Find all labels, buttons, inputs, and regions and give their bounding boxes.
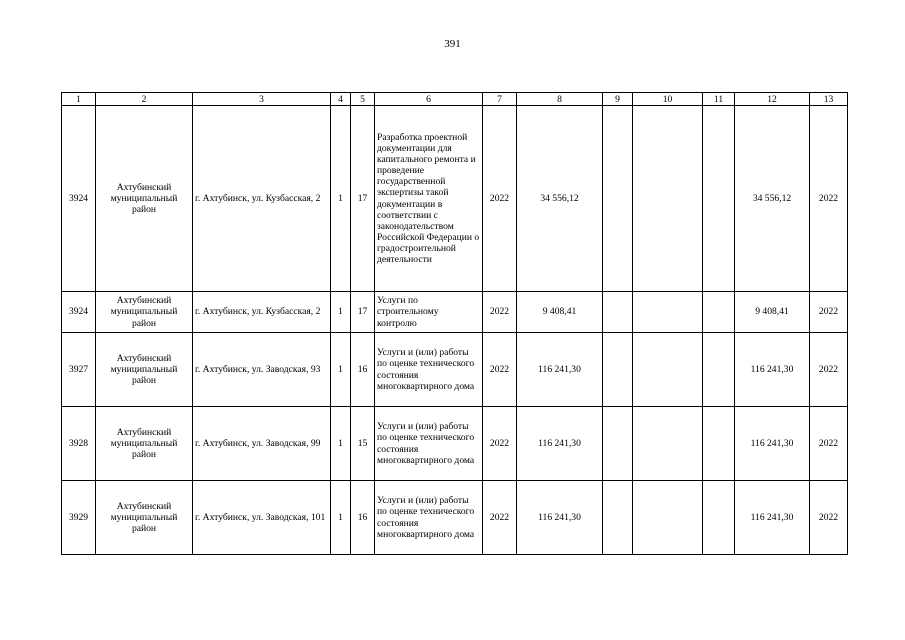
cost-cell: 116 241,30 bbox=[517, 333, 603, 407]
row-id-cell: 3924 bbox=[62, 106, 96, 292]
municipality-cell: Ахтубинский муниципальный район bbox=[96, 407, 193, 481]
col5-cell: 17 bbox=[351, 292, 375, 333]
col9-cell bbox=[603, 481, 633, 555]
column-header: 4 bbox=[331, 93, 351, 106]
col12-cell: 34 556,12 bbox=[735, 106, 810, 292]
address-cell: г. Ахтубинск, ул. Заводская, 93 bbox=[193, 333, 331, 407]
col11-cell bbox=[703, 292, 735, 333]
col11-cell bbox=[703, 106, 735, 292]
col11-cell bbox=[703, 481, 735, 555]
col10-cell bbox=[633, 481, 703, 555]
work-type-cell: Услуги и (или) работы по оценке технического состояния многоквартирного дома bbox=[375, 333, 483, 407]
col13-cell: 2022 bbox=[810, 481, 848, 555]
work-type-cell: Разработка проектной документации для капитального ремонта и проведение государственной экспертизы такой документации в соответствии с законодательством Российской Федерации о градостроительной деятельности bbox=[375, 106, 483, 292]
col12-cell: 116 241,30 bbox=[735, 407, 810, 481]
col5-cell: 16 bbox=[351, 481, 375, 555]
col11-cell bbox=[703, 407, 735, 481]
column-header: 13 bbox=[810, 93, 848, 106]
cost-cell: 116 241,30 bbox=[517, 481, 603, 555]
column-number-row bbox=[62, 93, 848, 106]
col12-cell: 116 241,30 bbox=[735, 333, 810, 407]
work-type-cell: Услуги и (или) работы по оценке технического состояния многоквартирного дома bbox=[375, 481, 483, 555]
table-row bbox=[62, 106, 848, 292]
work-type-cell: Услуги и (или) работы по оценке технического состояния многоквартирного дома bbox=[375, 407, 483, 481]
register-table bbox=[61, 92, 848, 555]
column-header: 1 bbox=[62, 93, 96, 106]
col4-cell: 1 bbox=[331, 292, 351, 333]
cost-cell: 9 408,41 bbox=[517, 292, 603, 333]
column-header: 7 bbox=[483, 93, 517, 106]
col12-cell: 9 408,41 bbox=[735, 292, 810, 333]
column-header: 5 bbox=[351, 93, 375, 106]
cost-cell: 116 241,30 bbox=[517, 407, 603, 481]
year-cell: 2022 bbox=[483, 481, 517, 555]
cost-cell: 34 556,12 bbox=[517, 106, 603, 292]
table-row bbox=[62, 481, 848, 555]
col4-cell: 1 bbox=[331, 481, 351, 555]
col9-cell bbox=[603, 333, 633, 407]
column-header: 11 bbox=[703, 93, 735, 106]
table-row bbox=[62, 407, 848, 481]
row-id-cell: 3927 bbox=[62, 333, 96, 407]
year-cell: 2022 bbox=[483, 407, 517, 481]
column-header: 9 bbox=[603, 93, 633, 106]
col9-cell bbox=[603, 292, 633, 333]
table-row bbox=[62, 333, 848, 407]
column-header: 8 bbox=[517, 93, 603, 106]
col10-cell bbox=[633, 333, 703, 407]
col5-cell: 16 bbox=[351, 333, 375, 407]
col13-cell: 2022 bbox=[810, 106, 848, 292]
page-number: 391 bbox=[444, 38, 461, 50]
col4-cell: 1 bbox=[331, 407, 351, 481]
column-header: 2 bbox=[96, 93, 193, 106]
col13-cell: 2022 bbox=[810, 292, 848, 333]
col13-cell: 2022 bbox=[810, 407, 848, 481]
col12-cell: 116 241,30 bbox=[735, 481, 810, 555]
col10-cell bbox=[633, 292, 703, 333]
table-row bbox=[62, 292, 848, 333]
year-cell: 2022 bbox=[483, 333, 517, 407]
row-id-cell: 3928 bbox=[62, 407, 96, 481]
col9-cell bbox=[603, 106, 633, 292]
col10-cell bbox=[633, 407, 703, 481]
column-header: 3 bbox=[193, 93, 331, 106]
address-cell: г. Ахтубинск, ул. Кузбасская, 2 bbox=[193, 106, 331, 292]
year-cell: 2022 bbox=[483, 292, 517, 333]
column-header: 6 bbox=[375, 93, 483, 106]
municipality-cell: Ахтубинский муниципальный район bbox=[96, 292, 193, 333]
row-id-cell: 3929 bbox=[62, 481, 96, 555]
municipality-cell: Ахтубинский муниципальный район bbox=[96, 481, 193, 555]
address-cell: г. Ахтубинск, ул. Заводская, 99 bbox=[193, 407, 331, 481]
col5-cell: 15 bbox=[351, 407, 375, 481]
municipality-cell: Ахтубинский муниципальный район bbox=[96, 333, 193, 407]
col4-cell: 1 bbox=[331, 333, 351, 407]
column-header: 10 bbox=[633, 93, 703, 106]
work-type-cell: Услуги по строительному контролю bbox=[375, 292, 483, 333]
municipality-cell: Ахтубинский муниципальный район bbox=[96, 106, 193, 292]
col11-cell bbox=[703, 333, 735, 407]
column-header: 12 bbox=[735, 93, 810, 106]
col5-cell: 17 bbox=[351, 106, 375, 292]
col10-cell bbox=[633, 106, 703, 292]
address-cell: г. Ахтубинск, ул. Заводская, 101 bbox=[193, 481, 331, 555]
address-cell: г. Ахтубинск, ул. Кузбасская, 2 bbox=[193, 292, 331, 333]
col4-cell: 1 bbox=[331, 106, 351, 292]
row-id-cell: 3924 bbox=[62, 292, 96, 333]
col9-cell bbox=[603, 407, 633, 481]
col13-cell: 2022 bbox=[810, 333, 848, 407]
year-cell: 2022 bbox=[483, 106, 517, 292]
